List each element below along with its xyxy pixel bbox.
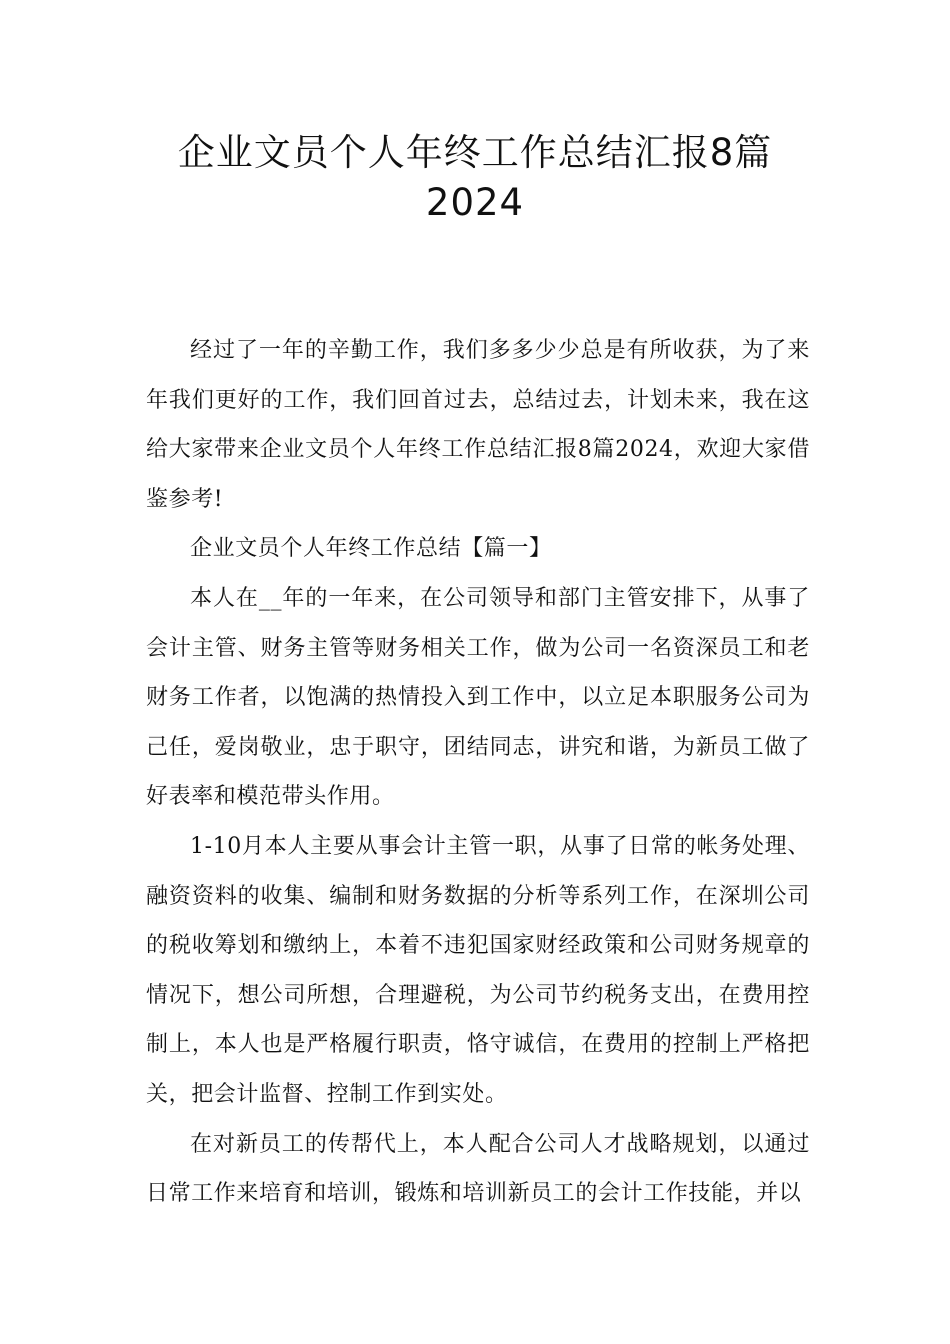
title-line-2: 2024 bbox=[425, 181, 525, 224]
body-paragraph: 在对新员工的传帮代上，本人配合公司人才战略规划，以通过日常工作来培育和培训，锻炼和培训新员工的会计工作技能，并以 bbox=[146, 1131, 810, 1207]
intro-paragraph: 经过了一年的辛勤工作，我们多多少少总是有所收获，为了来年我们更好的工作，我们回首过去，总结过去，计划未来，我在这给大家带来企业文员个人年终工作总结汇报8篇2024，欢迎大家借鉴参考! bbox=[146, 338, 810, 512]
section-heading: 企业文员个人年终工作总结【篇一】 bbox=[190, 536, 552, 562]
document-title bbox=[110, 128, 840, 228]
title-line-1: 企业文员个人年终工作总结汇报8篇 bbox=[177, 131, 773, 174]
document-body bbox=[146, 326, 810, 1219]
body-paragraph: 1-10月本人主要从事会计主管一职，从事了日常的帐务处理、融资资料的收集、编制和财务数据的分析等系列工作，在深圳公司的税收筹划和缴纳上，本着不违犯国家财经政策和公司财务规章的情况下，想公司所想，合理避税，为公司节约税务支出，在费用控制上，本人也是严格履行职责，恪守诚信，在费用的控制上严格把关，把会计监督、控制工作到实处。 bbox=[146, 833, 810, 1107]
body-paragraph: 本人在__年的一年来，在公司领导和部门主管安排下，从事了会计主管、财务主管等财务相关工作，做为公司一名资深员工和老财务工作者，以饱满的热情投入到工作中，以立足本职服务公司为己任，爱岗敬业，忠于职守，团结同志，讲究和谐，为新员工做了好表率和模范带头作用。 bbox=[146, 585, 810, 810]
